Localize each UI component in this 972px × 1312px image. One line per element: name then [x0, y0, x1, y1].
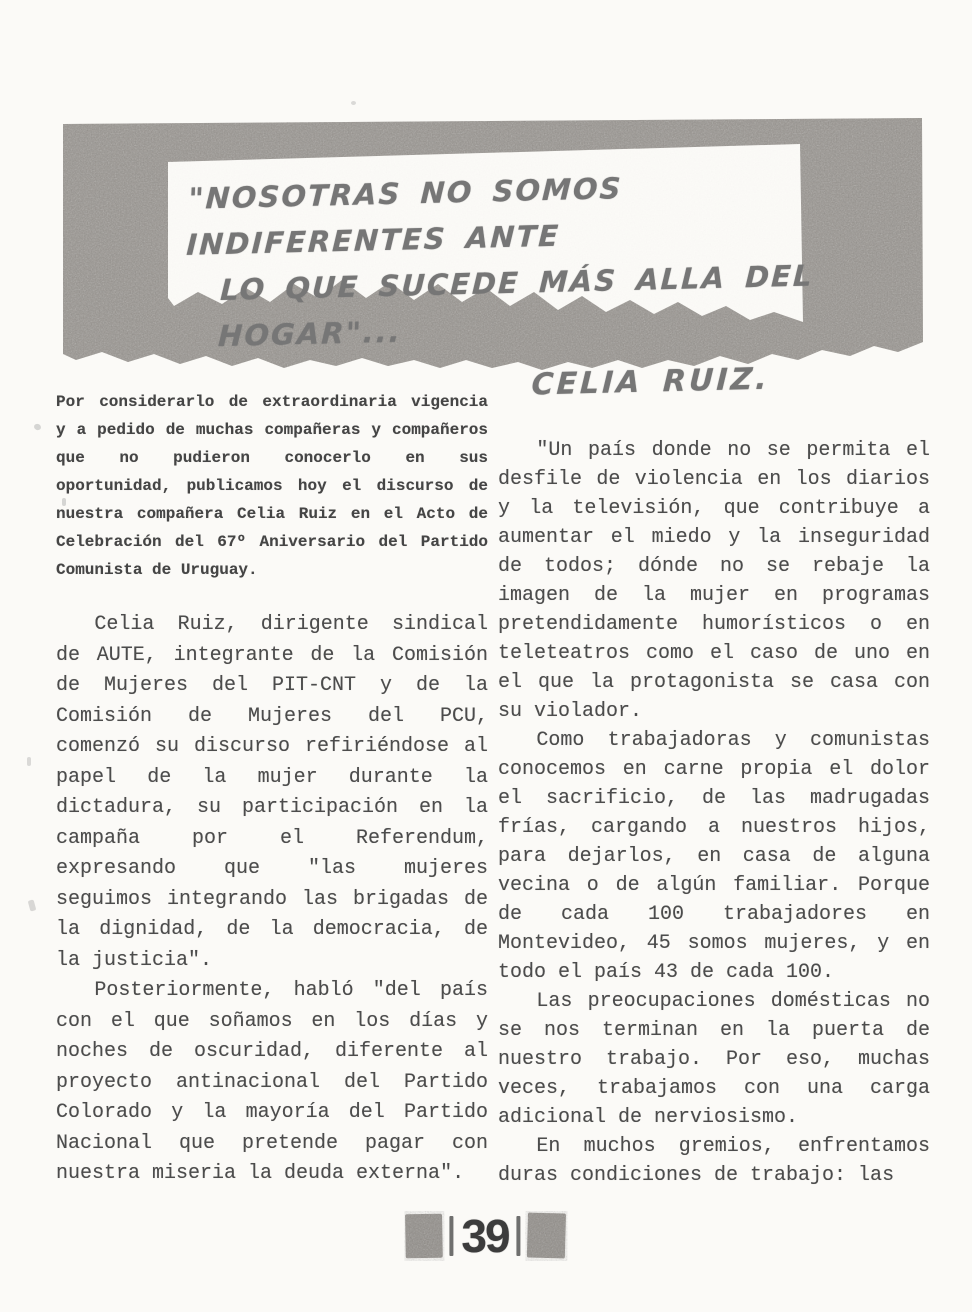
paragraph: Celia Ruiz, dirigente sindical de AUTE, integrante de la Comisión de Mujeres del PIT-CNT y de la Comisión de Mujeres del PCU, comenzó su discurso refiriéndose al papel de la mujer durante la dictadura, su participación en la campaña por el Referendum, expresando que "las mujeres seguimos integrando las brigadas de la dignidad, de la democracia, de la justicia". [56, 613, 488, 972]
right-column [498, 388, 930, 1190]
page-number: 39 [461, 1210, 509, 1262]
handwritten-quote [179, 160, 836, 416]
scan-artifact [62, 498, 66, 506]
stamp-bracket-left [449, 1216, 453, 1256]
paragraph: Las preocupaciones domésticas no se nos terminan en la puerta de nuestro trabajo. Por eso, muchas veces, trabajamos con una carga adicional de nerviosismo. [498, 990, 930, 1129]
scan-artifact [27, 757, 31, 766]
left-column [56, 388, 488, 1190]
quote-signature: CELIA RUIZ. [530, 361, 771, 403]
quote-line-1: "NOSOTRAS NO SOMOS INDIFERENTES ANTE [185, 171, 624, 262]
stamp-block-right [526, 1211, 568, 1261]
stamp-block-left [404, 1211, 444, 1261]
paragraph: En muchos gremios, enfrentamos duras condiciones de trabajo: las [498, 1135, 930, 1187]
intro-paragraph: Por considerarlo de extraordinaria vigencia y a pedido de muchas compañeras y compañeros que no pudieron conocerlo en sus oportunidad, publicamos hoy el discurso de nuestra compañera Celia Ruiz en el Acto de Celebración del 67º Aniversario del Partido Comunista de Uruguay. [56, 393, 488, 579]
paragraph: Como trabajadoras y comunistas conocemos en carne propia el dolor el sacrificio, de las madrugadas frías, cargando a nuestros hijos, para dejarlos, en casa de alguna vecina o de algún familiar. Porque de cada 100 trabajadores en Montevideo, 45 somos mujeres, y en todo el país 43 de cada 100. [498, 729, 930, 984]
quote-banner [62, 116, 924, 403]
stamp-bracket-right [517, 1216, 521, 1256]
paragraph: "Un país donde no se permita el desfile de violencia en los diarios y la televisión, que contribuye a aumentar el miedo y la inseguridad de todos; dónde no se rebaje la imagen de la mujer en programas pretendidamente humorísticos o en teleteatros como el caso de uno en el que la protagonista se casa con su violador. [498, 439, 930, 723]
quote-line-2: LO QUE SUCEDE MÁS ALLA DEL HOGAR"... [217, 258, 815, 354]
article-columns [0, 388, 972, 1190]
paragraph: Posteriormente, habló "del país con el que soñamos en los días y noches de oscuridad, diferente al proyecto antinacional del Partido Colorado y la mayoría del Partido Nacional que pretende pagar con nuestra miseria la deuda externa". [56, 979, 488, 1185]
page-number-badge [404, 1210, 567, 1262]
scan-artifact [351, 101, 356, 105]
